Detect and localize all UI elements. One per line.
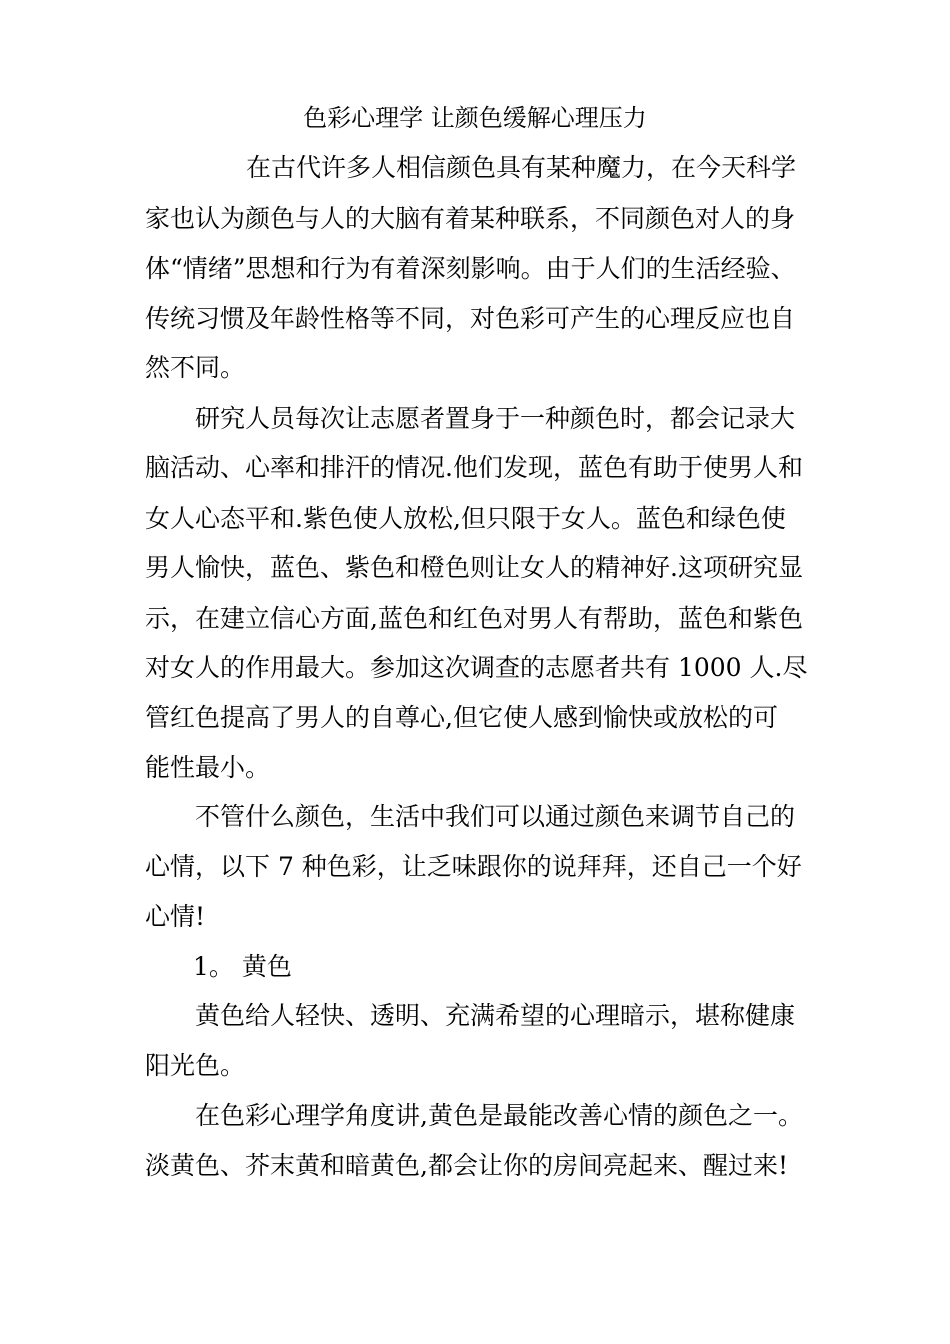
document-title: 色彩心理学 让颜色缓解心理压力 (303, 104, 647, 132)
paragraph-2-line-1: 研究人员每次让志愿者置身于一种颜色时，都会记录大 (195, 404, 796, 433)
paragraph-5-line-1: 在色彩心理学角度讲,黄色是最能改善心情的颜色之一。 (195, 1101, 803, 1130)
paragraph-5-line-2: 淡黄色、芥末黄和暗黄色,都会让你的房间亮起来、醒过来! (145, 1151, 788, 1180)
paragraph-2-line-6: 对女人的作用最大。参加这次调查的志愿者共有 1000 人.尽 (145, 653, 808, 682)
paragraph-2-line-7: 管红色提高了男人的自尊心,但它使人感到愉快或放松的可 (145, 703, 778, 732)
paragraph-3-line-3: 心情! (145, 902, 206, 931)
paragraph-2-line-2: 脑活动、心率和排汗的情况.他们发现，蓝色有助于使男人和 (145, 453, 803, 482)
paragraph-1-line-4: 传统习惯及年龄性格等不同，对色彩可产生的心理反应也自 (145, 304, 796, 333)
section-heading-yellow: 1。 黄色 (193, 952, 292, 981)
paragraph-2-line-3: 女人心态平和.紫色使人放松,但只限于女人。蓝色和绿色使 (145, 504, 786, 533)
paragraph-3-line-2: 心情，以下 7 种色彩，让乏味跟你的说拜拜，还自己一个好 (145, 852, 802, 881)
paragraph-1-line-2: 家也认为颜色与人的大脑有着某种联系，不同颜色对人的身 (145, 204, 796, 233)
paragraph-3-line-1: 不管什么颜色，生活中我们可以通过颜色来调节自己的 (195, 802, 796, 831)
paragraph-1-line-3: 体“情绪”思想和行为有着深刻影响。由于人们的生活经验、 (145, 254, 796, 283)
paragraph-1-line-1: 在古代许多人相信颜色具有某种魔力，在今天科学 (246, 153, 797, 182)
paragraph-4-line-1: 黄色给人轻快、透明、充满希望的心理暗示，堪称健康 (195, 1001, 796, 1030)
paragraph-2-line-4: 男人愉快，蓝色、紫色和橙色则让女人的精神好.这项研究显 (145, 553, 803, 582)
paragraph-4-line-2: 阳光色。 (145, 1051, 246, 1080)
paragraph-2-line-5: 示，在建立信心方面,蓝色和红色对男人有帮助，蓝色和紫色 (145, 604, 803, 633)
paragraph-1-line-5: 然不同。 (145, 353, 246, 382)
paragraph-2-line-8: 能性最小。 (145, 753, 271, 782)
